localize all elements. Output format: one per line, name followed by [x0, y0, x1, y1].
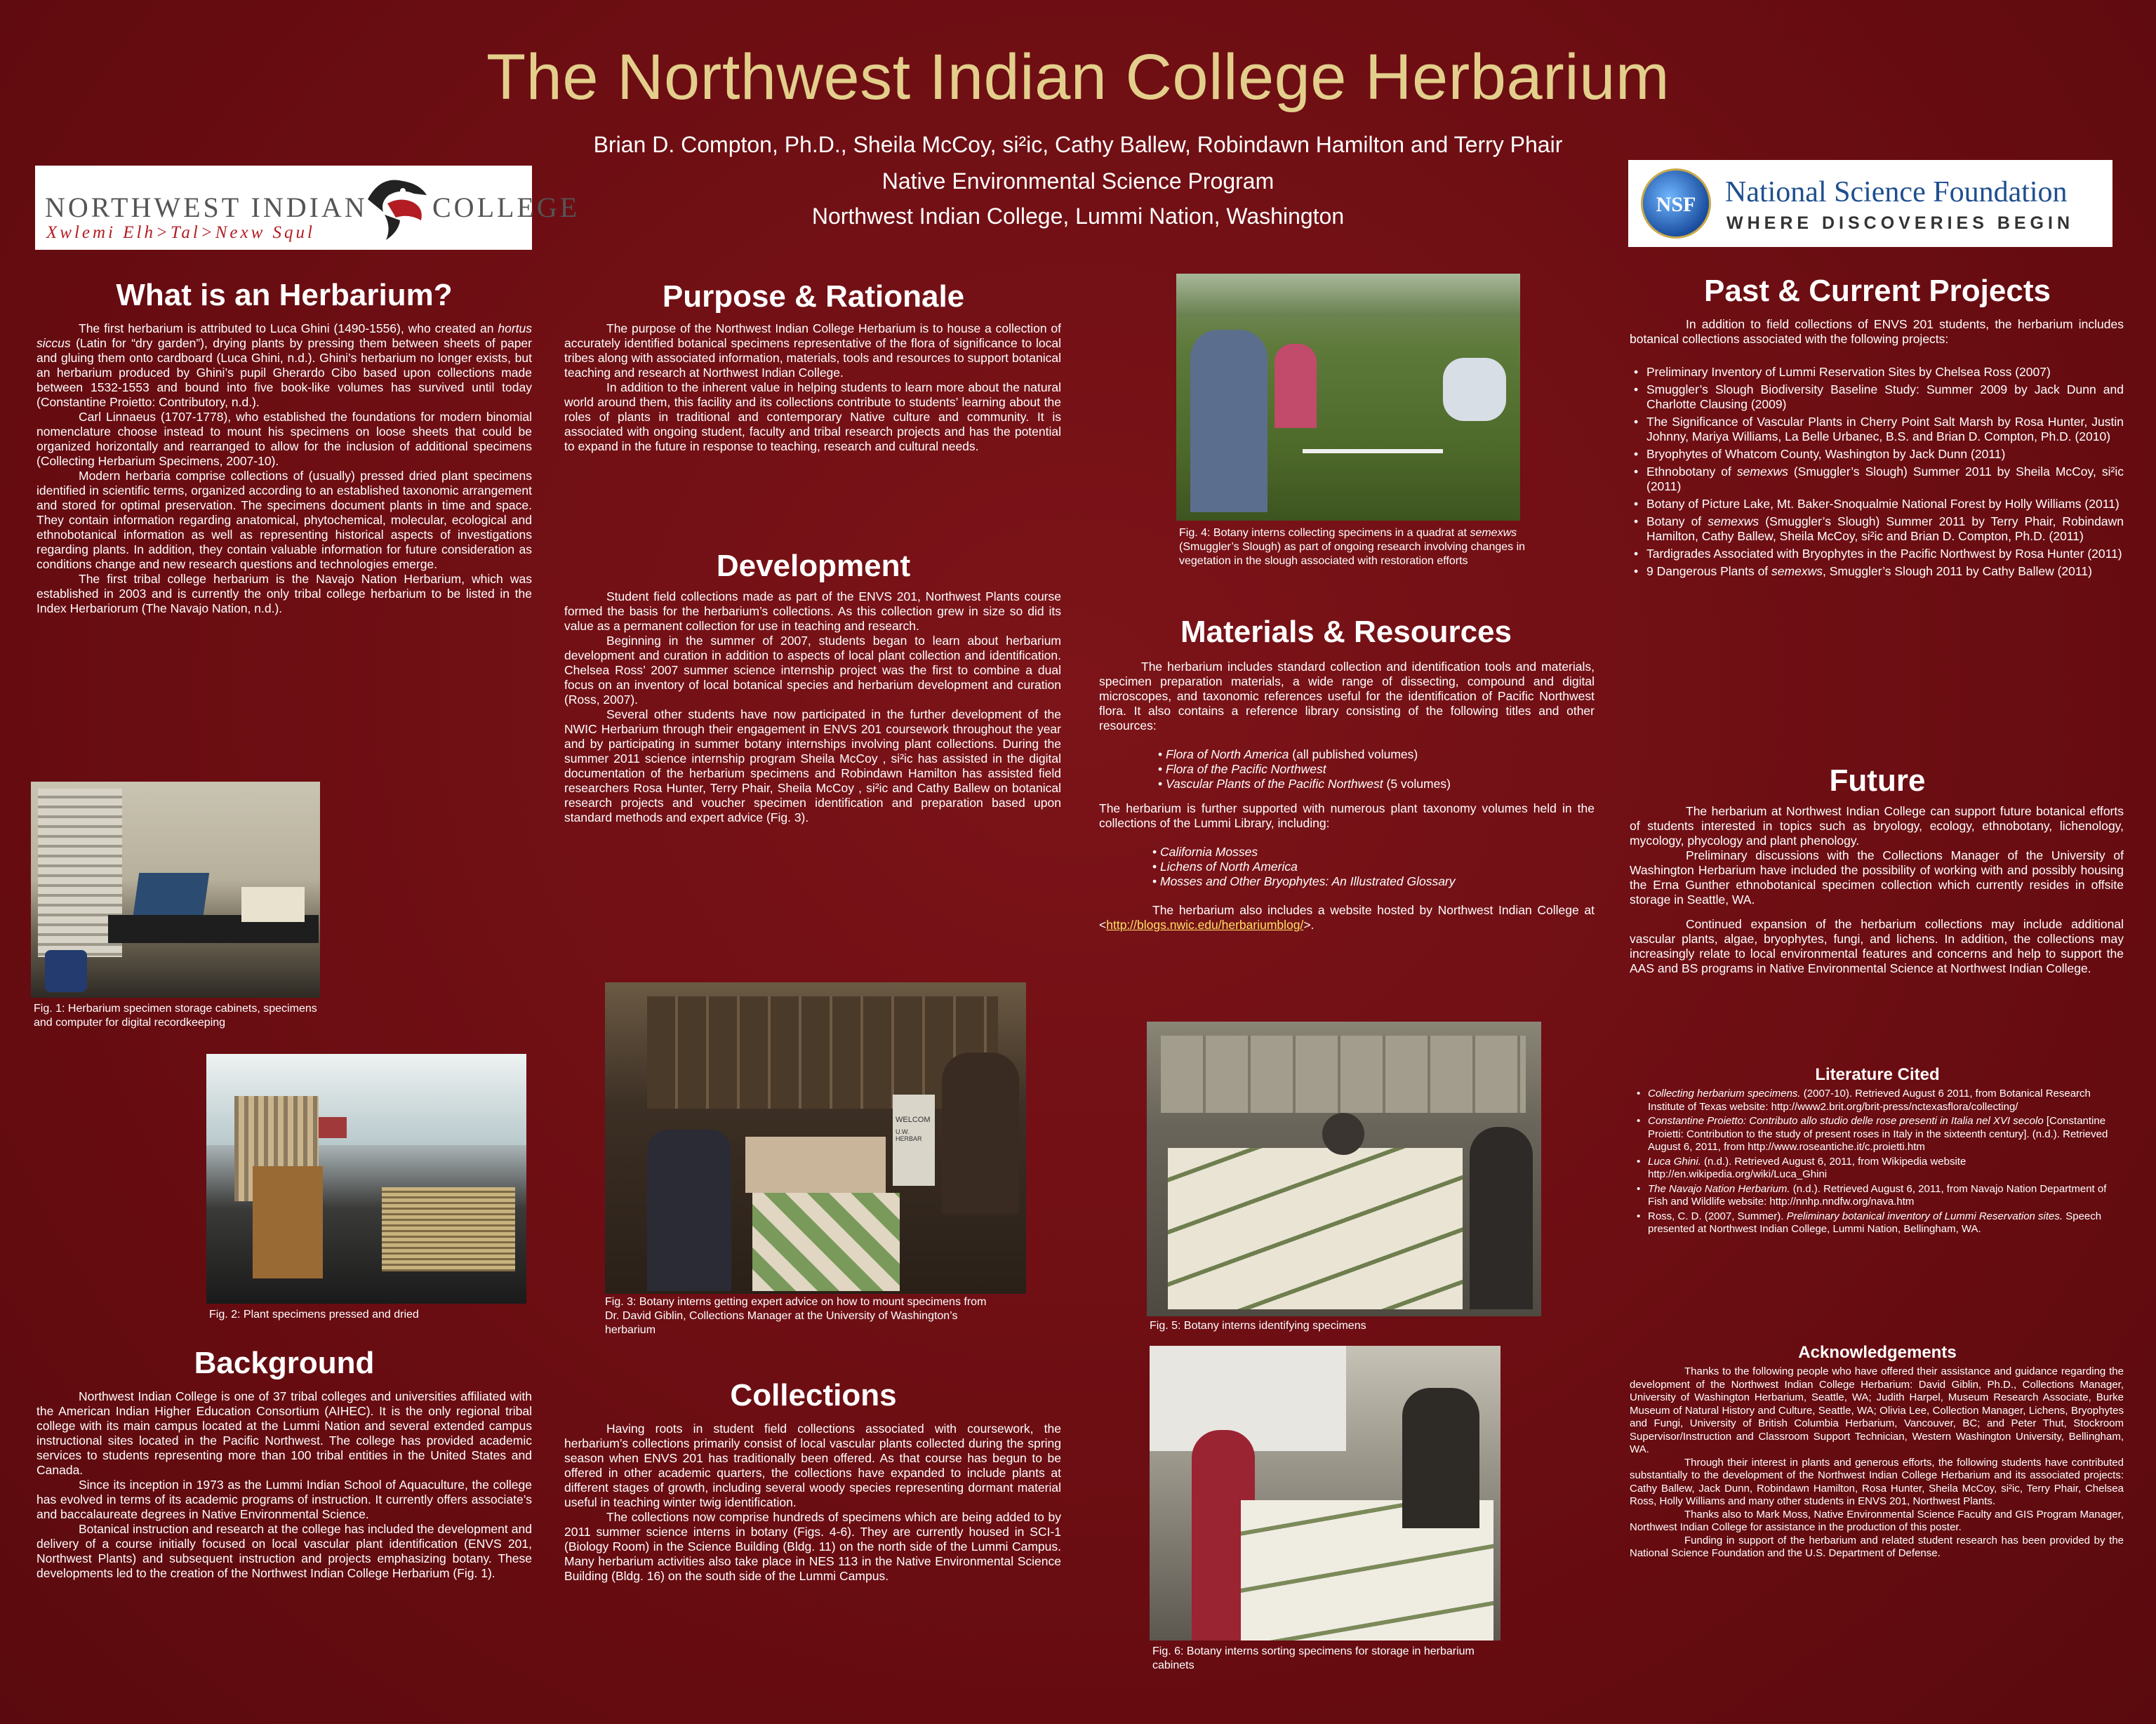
project-item: • Ethnobotany of semexws (Smuggler’s Slough) Summer 2011 by Sheila McCoy, si²ic (2011) [1646, 465, 2124, 494]
projects-text [1630, 317, 2124, 582]
acknowledgements-paragraph-2: Through their interest in plants and generous efforts, the following students have contributed substantially to the development of the Northwest Indian College Herbarium and its associated projects: Cathy Ballew, Jack Dunn, Robindawn Hamilton, Rosa Hunter, Sheila McCoy, si²ic, Terry Phair, Chelsea Ross, Holly Williams and many other students in ENVS 201, Northwest Plants. [1630, 1456, 2124, 1507]
herbarium-blog-link[interactable]: http://blogs.nwic.edu/herbariumblog/ [1106, 918, 1304, 932]
herbarium-paragraph-3: Modern herbaria comprise collections of (usually) pressed dried plant specimens identified in scientific terms, organized according to an established taxonomic arrangement and stored for optimal preservation. The specimens document plants in time and space. They contain information regarding anatomical, phytochemical, molecular, ecological and ethnobotanical information as well as representing historical aspects of investigations regarding plants. In addition, they contain valuable information for future consideration as conditions change and new research questions and technologies emerge. [36, 469, 532, 571]
nwic-logo-tagline: Xwlemi Elh>Tal>Nexw Squl [46, 223, 315, 242]
development-paragraph-1: Student field collections made as part of the ENVS 201, Northwest Plants course formed the basis for the herbarium’s collections. As this collection grew in size so did its value as a permanent collection for use in teaching and research. [564, 589, 1061, 633]
fig1-photo [31, 782, 320, 998]
development-text [564, 589, 1061, 825]
future-paragraph-1: The herbarium at Northwest Indian College can support future botanical efforts of students interested in topics such as bryology, ecology, ethnobotany, lichenology, mycology, phycology and plant phenology. [1630, 804, 2124, 848]
materials-reference-item: • Flora of North America (all published volumes) [1158, 747, 1595, 762]
development-paragraph-3: Several other students have now participated in the further development of the NWIC Herbarium through their engagement in ENVS 201 coursework throughout the year and by participating in summer botany internships involving plant collections. During the summer 2011 science internship program Sheila McCoy , si²ic has assisted in the digital documentation of the herbarium specimens and Robindawn Hamilton has assisted field researchers Rosa Hunter, Terry Phair, Sheila McCoy , si²ic and Cathy Ballew on botanical research projects and voucher specimen identification and preparation based upon standard methods and expert advice (Fig. 3). [564, 707, 1061, 824]
heading-background: Background [194, 1346, 375, 1380]
literature-list [1631, 1088, 2122, 1236]
background-paragraph-3: Botanical instruction and research at the college has included the development and delivery of a course initially focused on local vascular plant identification (ENVS 201, Northwest Plants) and subsequent instruction and projects emphasizing botany. These developments led to the creation of the Northwest Indian College Herbarium (Fig. 1). [36, 1522, 532, 1580]
program-name: Native Environmental Science Program [881, 168, 1275, 194]
fig6-caption: Fig. 6: Botany interns sorting specimens for storage in herbarium cabinets [1152, 1645, 1475, 1671]
materials-paragraph-2: The herbarium is further supported with numerous plant taxonomy volumes held in the collections of the Lummi Library, including: [1099, 801, 1595, 830]
herbarium-text [36, 321, 532, 616]
heading-purpose: Purpose & Rationale [662, 279, 965, 314]
nwic-logo-name-right: COLLEGE [432, 192, 580, 223]
nwic-logo [35, 166, 580, 250]
fig4-caption: Fig. 4: Botany interns collecting specimens in a quadrat at semexws (Smuggler’s Slough) as part of ongoing research involving changes in vegetation in the slough associated with restoration efforts [1179, 527, 1526, 567]
future-text [1630, 804, 2124, 976]
acknowledgements-text [1630, 1365, 2124, 1561]
project-item: • 9 Dangerous Plants of semexws, Smuggler’s Slough 2011 by Cathy Ballew (2011) [1646, 564, 2124, 579]
heading-collections: Collections [730, 1378, 897, 1412]
collections-text [564, 1422, 1061, 1584]
heading-acknowledgements: Acknowledgements [1798, 1343, 1957, 1362]
fig3-sign-text: WELCOM [896, 1116, 931, 1124]
collections-paragraph-2: The collections now comprise hundreds of specimens which are being added to by 2011 summer science interns in botany (Figs. 4-6). They are currently housed in SCI-1 (Biology Room) in the Science Building (Bldg. 11) on the north side of the Lummi Campus. Many herbarium activities also take place in NES 113 in the Native Environmental Science Building (Bldg. 16) on the south side of the Lummi Campus. [564, 1510, 1061, 1583]
background-paragraph-1: Northwest Indian College is one of 37 tribal colleges and universities affiliated with the American Indian Higher Education Consortium (AIHEC). It is the only regional tribal college with its main campus located at the Lummi Nation and several extended campus instructional sites located in the Pacific Northwest. The college has provided academic services to students representing more than 100 tribal entities in the United States and Canada. [36, 1389, 532, 1477]
background-paragraph-2: Since its inception in 1973 as the Lummi Indian School of Aquaculture, the college has evolved in terms of its academic programs of instruction. It currently offers associate’s and baccalaureate degrees in Native Environmental Science. [36, 1478, 532, 1521]
projects-list [1630, 365, 2124, 579]
background-text [36, 1389, 532, 1581]
fig3-caption: Fig. 3: Botany interns getting expert advice on how to mount specimens from Dr. David Giblin, Collections Manager at the University of Washington’s herbarium [605, 1296, 987, 1336]
materials-paragraph-1: The herbarium includes standard collection and identification tools and materials, specimen preparation materials, a wide range of dissecting, compound and digital microscopes, and taxonomic references useful for the identification of Pacific Northwest flora. It also contains a reference library consisting of the following titles and other resources: [1099, 660, 1595, 733]
literature-text [1631, 1088, 2122, 1238]
library-item: • Lichens of North America [1152, 860, 1595, 874]
nwic-logo-name-left: NORTHWEST INDIAN [45, 192, 368, 223]
project-item: • Tardigrades Associated with Bryophytes in the Pacific Northwest by Rosa Hunter (2011) [1646, 547, 2124, 561]
fig2-photo [206, 1054, 526, 1304]
heading-development: Development [716, 549, 911, 583]
citation-item: • The Navajo Nation Herbarium. (n.d.). Retrieved August 6, 2011, from Navajo Nation Department of Fish and Wildlife website: http://nnhp.nndfw.org/nava.htm [1648, 1183, 2122, 1209]
fig1-caption: Fig. 1: Herbarium specimen storage cabinets, specimens and computer for digital recordkeeping [34, 1003, 317, 1029]
project-item: • Botany of Picture Lake, Mt. Baker-Snoqualmie National Forest by Holly Williams (2011) [1646, 497, 2124, 512]
heading-future: Future [1829, 763, 1926, 798]
herbarium-paragraph-1: The first herbarium is attributed to Luca Ghini (1490-1556), who created an hortus siccus (Latin for “dry garden”), drying plants by pressing them between sheets of paper and gluing them onto cardboard (Luca Ghini, n.d.). Ghini’s herbarium no longer exists, but an herbarium produced by Ghini’s pupil Gherardo Cibo based upon collections made between 1532-1553 and bound into five book-like volumes has survived until today (Constantine Proietto: Contributory, n.d.). [36, 321, 532, 409]
fig4-photo [1176, 274, 1520, 521]
projects-intro: In addition to field collections of ENVS 201 students, the herbarium includes botanical collections associated with the following projects: [1630, 317, 2124, 346]
materials-reference-list [1099, 747, 1595, 791]
materials-reference-item: • Flora of the Pacific Northwest [1158, 762, 1595, 777]
library-list [1099, 845, 1595, 889]
materials-reference-item: • Vascular Plants of the Pacific Northwest (5 volumes) [1158, 777, 1595, 791]
materials-paragraph-3: The herbarium also includes a website hosted by Northwest Indian College at <http://blogs.nwic.edu/herbariumblog/>. [1099, 903, 1595, 932]
heading-what-is-herbarium: What is an Herbarium? [116, 278, 453, 312]
nsf-logo [1628, 160, 2112, 247]
fig5-caption: Fig. 5: Botany interns identifying specimens [1150, 1320, 1366, 1332]
poster-title: The Northwest Indian College Herbarium [486, 41, 1670, 113]
fig3-sign-text-2: U.W. HERBAR [896, 1128, 922, 1142]
nsf-badge-icon [1641, 168, 1711, 239]
materials-text [1099, 660, 1595, 933]
fig5-photo [1147, 1022, 1541, 1316]
fig2-caption: Fig. 2: Plant specimens pressed and dried [209, 1309, 419, 1321]
project-item: • Bryophytes of Whatcom County, Washington by Jack Dunn (2011) [1646, 447, 2124, 462]
acknowledgements-paragraph-4: Funding in support of the herbarium and related student research has been provided by the National Science Foundation and the U.S. Department of Defense. [1630, 1534, 2124, 1559]
future-paragraph-2: Preliminary discussions with the Collections Manager of the University of Washington Herbarium have included the possibility of working with and possibly housing the Erna Gunther ethnobotanical specimen collection which currently resides in offsite storage in Seattle, WA. [1630, 848, 2124, 907]
purpose-text [564, 321, 1061, 454]
citation-item: • Luca Ghini. (n.d.). Retrieved August 6, 2011, from Wikipedia website http://en.wikipedia.org/wiki/Luca_Ghini [1648, 1156, 2122, 1182]
acknowledgements-paragraph-1: Thanks to the following people who have offered their assistance and guidance regarding the development of the Northwest Indian College Herbarium: David Giblin, Ph.D., Collections Manager, University of Washington Herbarium, Seattle, WA; Judith Harpel, Museum Research Associate, Burke Museum of Natural History and Culture, Seattle, WA; Olivia Lee, Collection Manager, Lichens, Bryophytes and Fungi, University of British Columbia Herbarium, Vancouver, BC; and Peter Thut, Stockroom Supervisor/Instruction and Classroom Support Technician, Western Washington University, Bellingham, WA. [1630, 1365, 2124, 1455]
nsf-name: National Science Foundation [1725, 176, 2068, 208]
nsf-tagline: WHERE DISCOVERIES BEGIN [1726, 213, 2074, 233]
heading-projects: Past & Current Projects [1704, 274, 2051, 308]
collections-paragraph-1: Having roots in student field collections associated with coursework, the herbarium’s collections primarily consist of local vascular plants collected during the spring season when ENVS 201 has traditionally been offered. As that course has begun to be offered in other academic quarters, the collections have expanded to include plants at different stages of growth, including several woody species representing dormant material useful in teaching winter twig identification. [564, 1422, 1061, 1509]
institution-line: Northwest Indian College, Lummi Nation, Washington [811, 203, 1345, 229]
citation-item: • Constantine Proietto: Contributo allo studio delle rose presenti in Italia nel XVI secolo [Constantine Proietti: Contribution to the study of present roses in Italy in the sixteenth century]. (n.d.). Retrieved August 6, 2011, from http://www.roseantiche.it/c.proietti.htm [1648, 1115, 2122, 1154]
fig3-photo [605, 982, 1026, 1294]
project-item: • Preliminary Inventory of Lummi Reservation Sites by Chelsea Ross (2007) [1646, 365, 2124, 380]
project-item: • The Significance of Vascular Plants in Cherry Point Salt Marsh by Rosa Hunter, Justin Johnny, Mariya Williams, La Belle Urbanec, B.S. and Brian D. Compton, Ph.D. (2010) [1646, 415, 2124, 444]
library-item: • Mosses and Other Bryophytes: An Illustrated Glossary [1152, 874, 1595, 889]
citation-item: • Collecting herbarium specimens. (2007-10). Retrieved August 6 2011, from Botanical Research Institute of Texas website: http://www2.brit.org/brit-press/nctexasflora/collecting/ [1648, 1088, 2122, 1114]
authors: Brian D. Compton, Ph.D., Sheila McCoy, si²ic, Cathy Ballew, Robindawn Hamilton and Terry Phair [593, 132, 1563, 157]
future-paragraph-3: Continued expansion of the herbarium collections may include additional vascular plants, algae, bryophytes, fungi, and lichens. In addition, the collections may increasingly relate to local environmental features and concerns and help to support the AAS and BS programs in Native Environmental Science at Northwest Indian College. [1630, 917, 2124, 975]
project-item: • Smuggler’s Slough Biodiversity Baseline Study: Summer 2009 by Jack Dunn and Charlotte Clausing (2009) [1646, 382, 2124, 412]
development-paragraph-2: Beginning in the summer of 2007, students began to learn about herbarium development and curation in addition to aspects of local plant collection and identification. Chelsea Ross’ 2007 summer science internship project was the first to combine a dual focus on an inventory of local botanical species and herbarium development and curation (Ross, 2007). [564, 634, 1061, 707]
nwic-emblem-icon [359, 171, 437, 244]
project-item: • Botany of semexws (Smuggler’s Slough) Summer 2011 by Terry Phair, Robindawn Hamilton, Cathy Ballew, Sheila McCoy, si²ic and Brian D. Compton, Ph.D. (2011) [1646, 514, 2124, 544]
heading-materials: Materials & Resources [1180, 615, 1512, 649]
acknowledgements-paragraph-3: Thanks also to Mark Moss, Native Environmental Science Faculty and GIS Program Manager, Northwest Indian College for assistance in the production of this poster. [1630, 1508, 2124, 1533]
purpose-paragraph-1: The purpose of the Northwest Indian College Herbarium is to house a collection of accurately identified botanical specimens representative of the flora of significance to local tribes along with associated information, materials, tools and resources to support botanical teaching and research at Northwest Indian College. [564, 321, 1061, 380]
herbarium-paragraph-2: Carl Linnaeus (1707-1778), who established the foundations for modern binomial nomenclature choose instead to mount his specimens on loose sheets that could be organized horizontally and rearranged to allow for the inclusion of additional specimens (Collecting Herbarium Specimens, 2007-10). [36, 410, 532, 468]
herbarium-paragraph-4: The first tribal college herbarium is the Navajo Nation Herbarium, which was established in 2003 and is currently the only tribal college herbarium to be listed in the Index Herbariorum (The Navajo Nation, n.d.). [36, 572, 532, 615]
citation-item: • Ross, C. D. (2007, Summer). Preliminary botanical inventory of Lummi Reservation sites. Speech presented at Northwest Indian College, Lummi Nation, Bellingham, WA. [1648, 1210, 2122, 1236]
purpose-paragraph-2: In addition to the inherent value in helping students to learn more about the natural world around them, this facility and its collections contribute to students’ learning about the roles of plants in traditional and contemporary Native culture and community. It is associated with ongoing student, faculty and tribal research projects and has the potential to expand in the future in response to teaching, research and cultural needs. [564, 380, 1061, 453]
nsf-badge-text: NSF [1656, 193, 1696, 216]
library-item: • California Mosses [1152, 845, 1595, 860]
fig6-photo [1150, 1346, 1500, 1641]
heading-literature: Literature Cited [1815, 1065, 1940, 1084]
